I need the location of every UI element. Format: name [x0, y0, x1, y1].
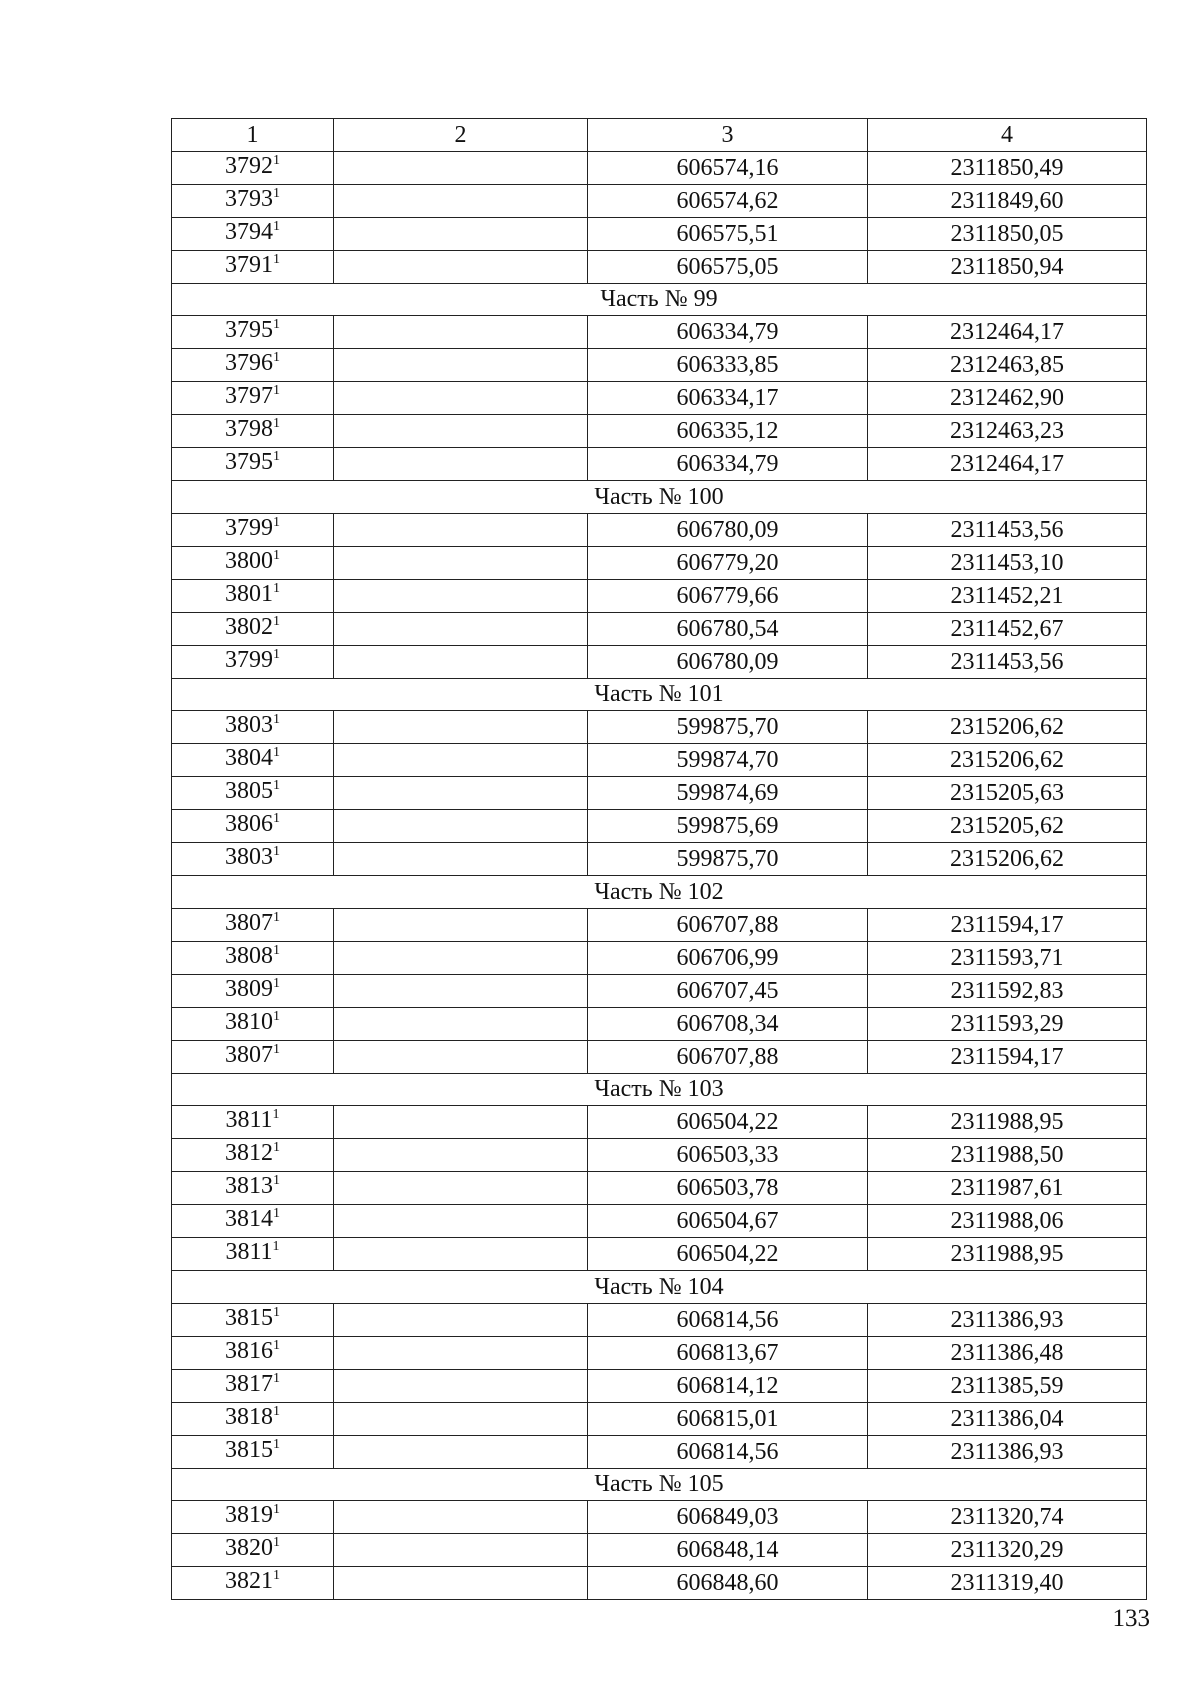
- point-number-cell: [172, 316, 334, 349]
- point-number-superscript: 1: [273, 547, 280, 563]
- point-number-cell: [172, 448, 334, 481]
- point-number-cell: [172, 1567, 334, 1600]
- table-row: [172, 1205, 1147, 1238]
- y-coordinate-cell: 2311988,50: [868, 1139, 1147, 1172]
- table-header-row: [172, 119, 1147, 152]
- table-row: [172, 579, 1147, 612]
- point-number-superscript: 1: [273, 152, 280, 168]
- empty-cell: [334, 1238, 588, 1271]
- x-coordinate-cell: 606779,66: [588, 579, 868, 612]
- point-number-cell: [172, 1238, 334, 1271]
- y-coordinate-cell: 2311988,95: [868, 1238, 1147, 1271]
- point-number: 3793: [225, 185, 273, 212]
- point-number-superscript: 1: [273, 1041, 280, 1057]
- section-label: Часть № 101: [172, 678, 1147, 711]
- x-coordinate-cell: 606780,09: [588, 645, 868, 678]
- point-number-superscript: 1: [273, 416, 280, 431]
- empty-cell: [334, 546, 588, 579]
- table-row: [172, 546, 1147, 579]
- point-number-cell: [172, 546, 334, 579]
- x-coordinate-cell: 606504,22: [588, 1238, 868, 1271]
- y-coordinate-cell: 2311593,71: [868, 941, 1147, 974]
- table-row: [172, 908, 1147, 941]
- point-number-cell: [172, 579, 334, 612]
- empty-cell: [334, 1567, 588, 1600]
- x-coordinate-cell: 606575,05: [588, 250, 868, 283]
- point-number-cell: [172, 645, 334, 678]
- empty-cell: [334, 1205, 588, 1238]
- table-row: [172, 711, 1147, 744]
- point-number: 3807: [225, 909, 273, 936]
- point-number: 3808: [225, 942, 273, 969]
- x-coordinate-cell: 606814,12: [588, 1369, 868, 1402]
- section-row: [172, 1073, 1147, 1106]
- empty-cell: [334, 711, 588, 744]
- empty-cell: [334, 250, 588, 283]
- y-coordinate-cell: 2311988,06: [868, 1205, 1147, 1238]
- y-coordinate-cell: 2311849,60: [868, 184, 1147, 217]
- point-number-cell: [172, 1369, 334, 1402]
- y-coordinate-cell: 2311320,74: [868, 1501, 1147, 1534]
- x-coordinate-cell: 606849,03: [588, 1501, 868, 1534]
- point-number-cell: [172, 810, 334, 843]
- point-number-cell: [172, 777, 334, 810]
- y-coordinate-cell: 2311592,83: [868, 974, 1147, 1007]
- y-coordinate-cell: 2315205,63: [868, 777, 1147, 810]
- empty-cell: [334, 184, 588, 217]
- empty-cell: [334, 579, 588, 612]
- point-number-cell: [172, 1040, 334, 1073]
- point-number-superscript: 1: [273, 251, 280, 267]
- point-number-cell: [172, 1139, 334, 1172]
- y-coordinate-cell: 2311453,56: [868, 645, 1147, 678]
- point-number: 3817: [225, 1370, 273, 1397]
- point-number-superscript: 1: [273, 844, 280, 859]
- x-coordinate-cell: 606575,51: [588, 217, 868, 250]
- empty-cell: [334, 843, 588, 876]
- y-coordinate-cell: 2315205,62: [868, 810, 1147, 843]
- point-number-superscript: 1: [273, 1206, 280, 1221]
- section-label: Часть № 102: [172, 876, 1147, 909]
- y-coordinate-cell: 2311593,29: [868, 1007, 1147, 1040]
- x-coordinate-cell: 606335,12: [588, 415, 868, 448]
- point-number-cell: [172, 1106, 334, 1139]
- table-row: [172, 843, 1147, 876]
- x-coordinate-cell: 599875,70: [588, 843, 868, 876]
- coordinates-table: [171, 118, 1147, 1600]
- empty-cell: [334, 382, 588, 415]
- point-number: 3814: [225, 1206, 273, 1232]
- x-coordinate-cell: 606848,14: [588, 1534, 868, 1567]
- point-number-superscript: 1: [273, 942, 280, 958]
- table-row: [172, 1303, 1147, 1336]
- x-coordinate-cell: 606814,56: [588, 1303, 868, 1336]
- point-number: 3792: [225, 152, 273, 179]
- x-coordinate-cell: 606334,79: [588, 316, 868, 349]
- table-row: [172, 941, 1147, 974]
- point-number-cell: [172, 151, 334, 184]
- point-number-superscript: 1: [273, 613, 280, 629]
- empty-cell: [334, 645, 588, 678]
- section-label: Часть № 105: [172, 1468, 1147, 1501]
- section-row: [172, 876, 1147, 909]
- point-number: 3819: [225, 1502, 273, 1528]
- y-coordinate-cell: 2311386,93: [868, 1435, 1147, 1468]
- y-coordinate-cell: 2311850,94: [868, 250, 1147, 283]
- point-number-cell: [172, 744, 334, 777]
- point-number-superscript: 1: [273, 712, 280, 727]
- y-coordinate-cell: 2311988,95: [868, 1106, 1147, 1139]
- empty-cell: [334, 1172, 588, 1205]
- point-number-superscript: 1: [273, 449, 280, 464]
- point-number: 3809: [225, 975, 273, 1002]
- y-coordinate-cell: 2311319,40: [868, 1567, 1147, 1600]
- empty-cell: [334, 612, 588, 645]
- point-number-superscript: 1: [273, 1403, 280, 1419]
- section-label: Часть № 104: [172, 1271, 1147, 1304]
- empty-cell: [334, 908, 588, 941]
- table-row: [172, 349, 1147, 382]
- point-number: 3818: [225, 1403, 273, 1430]
- table-row: [172, 645, 1147, 678]
- point-number-superscript: 1: [273, 811, 280, 826]
- point-number-superscript: 1: [273, 1502, 280, 1517]
- point-number: 3799: [225, 646, 273, 673]
- point-number-superscript: 1: [273, 975, 280, 991]
- empty-cell: [334, 448, 588, 481]
- x-coordinate-cell: 599875,69: [588, 810, 868, 843]
- x-coordinate-cell: 606780,54: [588, 612, 868, 645]
- point-number-superscript: 1: [273, 1008, 280, 1024]
- empty-cell: [334, 1106, 588, 1139]
- y-coordinate-cell: 2311453,10: [868, 546, 1147, 579]
- y-coordinate-cell: 2311594,17: [868, 908, 1147, 941]
- point-number: 3795: [225, 449, 273, 475]
- empty-cell: [334, 1303, 588, 1336]
- point-number: 3803: [225, 712, 273, 738]
- point-number-cell: [172, 711, 334, 744]
- x-coordinate-cell: 606334,17: [588, 382, 868, 415]
- point-number: 3821: [225, 1568, 273, 1594]
- table-row: [172, 513, 1147, 546]
- table-row: [172, 1501, 1147, 1534]
- x-coordinate-cell: 606504,22: [588, 1106, 868, 1139]
- point-number-superscript: 1: [273, 1436, 280, 1452]
- x-coordinate-cell: 599874,69: [588, 777, 868, 810]
- table-row: [172, 382, 1147, 415]
- point-number: 3800: [225, 547, 273, 574]
- y-coordinate-cell: 2311453,56: [868, 513, 1147, 546]
- empty-cell: [334, 151, 588, 184]
- x-coordinate-cell: 606334,79: [588, 448, 868, 481]
- table-row: [172, 448, 1147, 481]
- empty-cell: [334, 1369, 588, 1402]
- empty-cell: [334, 1139, 588, 1172]
- point-number-superscript: 1: [273, 1304, 280, 1320]
- empty-cell: [334, 974, 588, 1007]
- point-number-superscript: 1: [272, 1239, 280, 1254]
- point-number-superscript: 1: [273, 383, 280, 398]
- point-number-cell: [172, 1336, 334, 1369]
- table-row: [172, 974, 1147, 1007]
- y-coordinate-cell: 2311850,49: [868, 151, 1147, 184]
- empty-cell: [334, 217, 588, 250]
- point-number: 3803: [225, 844, 273, 870]
- section-label: Часть № 103: [172, 1073, 1147, 1106]
- empty-cell: [334, 744, 588, 777]
- table-row: [172, 612, 1147, 645]
- empty-cell: [334, 1435, 588, 1468]
- point-number: 3801: [225, 580, 273, 607]
- point-number-superscript: 1: [273, 1568, 280, 1583]
- point-number-cell: [172, 184, 334, 217]
- point-number-cell: [172, 1007, 334, 1040]
- y-coordinate-cell: 2311386,93: [868, 1303, 1147, 1336]
- point-number-cell: [172, 217, 334, 250]
- y-coordinate-cell: 2311320,29: [868, 1534, 1147, 1567]
- point-number: 3796: [225, 350, 273, 376]
- table-row: [172, 415, 1147, 448]
- x-coordinate-cell: 606815,01: [588, 1402, 868, 1435]
- table-row: [172, 1106, 1147, 1139]
- x-coordinate-cell: 606504,67: [588, 1205, 868, 1238]
- table-row: [172, 1402, 1147, 1435]
- y-coordinate-cell: 2311987,61: [868, 1172, 1147, 1205]
- table-row: [172, 316, 1147, 349]
- y-coordinate-cell: 2312463,85: [868, 349, 1147, 382]
- point-number-cell: [172, 1501, 334, 1534]
- x-coordinate-cell: 599874,70: [588, 744, 868, 777]
- point-number-superscript: 1: [273, 350, 280, 365]
- point-number-superscript: 1: [273, 745, 280, 760]
- point-number-cell: [172, 513, 334, 546]
- empty-cell: [334, 1336, 588, 1369]
- point-number-cell: [172, 612, 334, 645]
- point-number: 3805: [225, 778, 273, 804]
- y-coordinate-cell: 2311594,17: [868, 1040, 1147, 1073]
- table-row: [172, 1369, 1147, 1402]
- table-row: [172, 217, 1147, 250]
- x-coordinate-cell: 606708,34: [588, 1007, 868, 1040]
- point-number-cell: [172, 908, 334, 941]
- point-number-cell: [172, 349, 334, 382]
- empty-cell: [334, 513, 588, 546]
- y-coordinate-cell: 2311452,67: [868, 612, 1147, 645]
- point-number-superscript: 1: [273, 1370, 280, 1386]
- y-coordinate-cell: 2312462,90: [868, 382, 1147, 415]
- table-row: [172, 1139, 1147, 1172]
- table-row: [172, 777, 1147, 810]
- table-row: [172, 1172, 1147, 1205]
- point-number: 3806: [225, 811, 273, 837]
- empty-cell: [334, 349, 588, 382]
- point-number: 3811: [225, 1239, 273, 1265]
- y-coordinate-cell: 2312464,17: [868, 316, 1147, 349]
- point-number: 3820: [225, 1535, 273, 1561]
- x-coordinate-cell: 606503,33: [588, 1139, 868, 1172]
- header-cell-2: 2: [334, 119, 588, 152]
- table-row: [172, 1567, 1147, 1600]
- point-number: 3807: [225, 1041, 273, 1068]
- table-row: [172, 810, 1147, 843]
- section-row: [172, 678, 1147, 711]
- empty-cell: [334, 316, 588, 349]
- point-number-superscript: 1: [273, 185, 280, 201]
- section-row: [172, 1468, 1147, 1501]
- y-coordinate-cell: 2311386,48: [868, 1336, 1147, 1369]
- point-number-superscript: 1: [273, 514, 280, 530]
- point-number: 3816: [225, 1337, 273, 1364]
- point-number-superscript: 1: [273, 1140, 280, 1155]
- x-coordinate-cell: 606780,09: [588, 513, 868, 546]
- table-row: [172, 250, 1147, 283]
- point-number-cell: [172, 1303, 334, 1336]
- point-number: 3812: [225, 1140, 273, 1166]
- table-row: [172, 151, 1147, 184]
- point-number-cell: [172, 974, 334, 1007]
- y-coordinate-cell: 2311452,21: [868, 579, 1147, 612]
- y-coordinate-cell: 2311386,04: [868, 1402, 1147, 1435]
- empty-cell: [334, 777, 588, 810]
- point-number-cell: [172, 382, 334, 415]
- table-body: [172, 151, 1147, 1600]
- y-coordinate-cell: 2311850,05: [868, 217, 1147, 250]
- table-row: [172, 744, 1147, 777]
- table-row: [172, 1435, 1147, 1468]
- x-coordinate-cell: 606503,78: [588, 1172, 868, 1205]
- x-coordinate-cell: 606707,88: [588, 1040, 868, 1073]
- point-number-cell: [172, 941, 334, 974]
- table-row: [172, 184, 1147, 217]
- point-number-cell: [172, 1205, 334, 1238]
- empty-cell: [334, 1402, 588, 1435]
- point-number-superscript: 1: [273, 317, 280, 332]
- x-coordinate-cell: 606706,99: [588, 941, 868, 974]
- y-coordinate-cell: 2312464,17: [868, 448, 1147, 481]
- x-coordinate-cell: 606848,60: [588, 1567, 868, 1600]
- table-row: [172, 1007, 1147, 1040]
- y-coordinate-cell: 2315206,62: [868, 843, 1147, 876]
- empty-cell: [334, 1501, 588, 1534]
- point-number-cell: [172, 1534, 334, 1567]
- empty-cell: [334, 415, 588, 448]
- point-number: 3799: [225, 514, 273, 541]
- table-row: [172, 1336, 1147, 1369]
- point-number-superscript: 1: [273, 909, 280, 925]
- point-number: 3810: [225, 1008, 273, 1035]
- table-row: [172, 1040, 1147, 1073]
- table-row: [172, 1238, 1147, 1271]
- section-row: [172, 283, 1147, 316]
- x-coordinate-cell: 606779,20: [588, 546, 868, 579]
- empty-cell: [334, 810, 588, 843]
- x-coordinate-cell: 606814,56: [588, 1435, 868, 1468]
- y-coordinate-cell: 2315206,62: [868, 711, 1147, 744]
- section-row: [172, 1271, 1147, 1304]
- empty-cell: [334, 1040, 588, 1073]
- section-row: [172, 481, 1147, 514]
- point-number: 3811: [225, 1107, 273, 1133]
- x-coordinate-cell: 606574,62: [588, 184, 868, 217]
- point-number: 3795: [225, 317, 273, 343]
- point-number-cell: [172, 250, 334, 283]
- point-number-superscript: 1: [273, 1337, 280, 1353]
- point-number: 3815: [225, 1304, 273, 1331]
- point-number-superscript: 1: [273, 1173, 280, 1188]
- x-coordinate-cell: 606707,45: [588, 974, 868, 1007]
- x-coordinate-cell: 606574,16: [588, 151, 868, 184]
- point-number-superscript: 1: [273, 1535, 280, 1550]
- point-number: 3815: [225, 1436, 273, 1463]
- empty-cell: [334, 941, 588, 974]
- x-coordinate-cell: 606707,88: [588, 908, 868, 941]
- point-number: 3791: [225, 251, 273, 278]
- y-coordinate-cell: 2311385,59: [868, 1369, 1147, 1402]
- point-number: 3813: [225, 1173, 273, 1199]
- section-label: Часть № 99: [172, 283, 1147, 316]
- x-coordinate-cell: 606813,67: [588, 1336, 868, 1369]
- header-cell-4: 4: [868, 119, 1147, 152]
- point-number-cell: [172, 1402, 334, 1435]
- x-coordinate-cell: 606333,85: [588, 349, 868, 382]
- point-number: 3797: [225, 383, 273, 409]
- point-number: 3802: [225, 613, 273, 640]
- point-number-superscript: 1: [273, 778, 280, 793]
- section-label: Часть № 100: [172, 481, 1147, 514]
- empty-cell: [334, 1007, 588, 1040]
- point-number-cell: [172, 415, 334, 448]
- point-number-cell: [172, 1435, 334, 1468]
- point-number-superscript: 1: [273, 218, 280, 234]
- x-coordinate-cell: 599875,70: [588, 711, 868, 744]
- table-row: [172, 1534, 1147, 1567]
- page-number: 133: [1112, 1605, 1150, 1632]
- header-cell-1: 1: [172, 119, 334, 152]
- point-number: 3798: [225, 416, 273, 442]
- point-number-cell: [172, 1172, 334, 1205]
- point-number: 3794: [225, 218, 273, 245]
- point-number-superscript: 1: [273, 646, 280, 662]
- header-cell-3: 3: [588, 119, 868, 152]
- point-number-superscript: 1: [273, 580, 280, 596]
- empty-cell: [334, 1534, 588, 1567]
- point-number-superscript: 1: [272, 1107, 280, 1122]
- y-coordinate-cell: 2315206,62: [868, 744, 1147, 777]
- y-coordinate-cell: 2312463,23: [868, 415, 1147, 448]
- point-number: 3804: [225, 745, 273, 771]
- point-number-cell: [172, 843, 334, 876]
